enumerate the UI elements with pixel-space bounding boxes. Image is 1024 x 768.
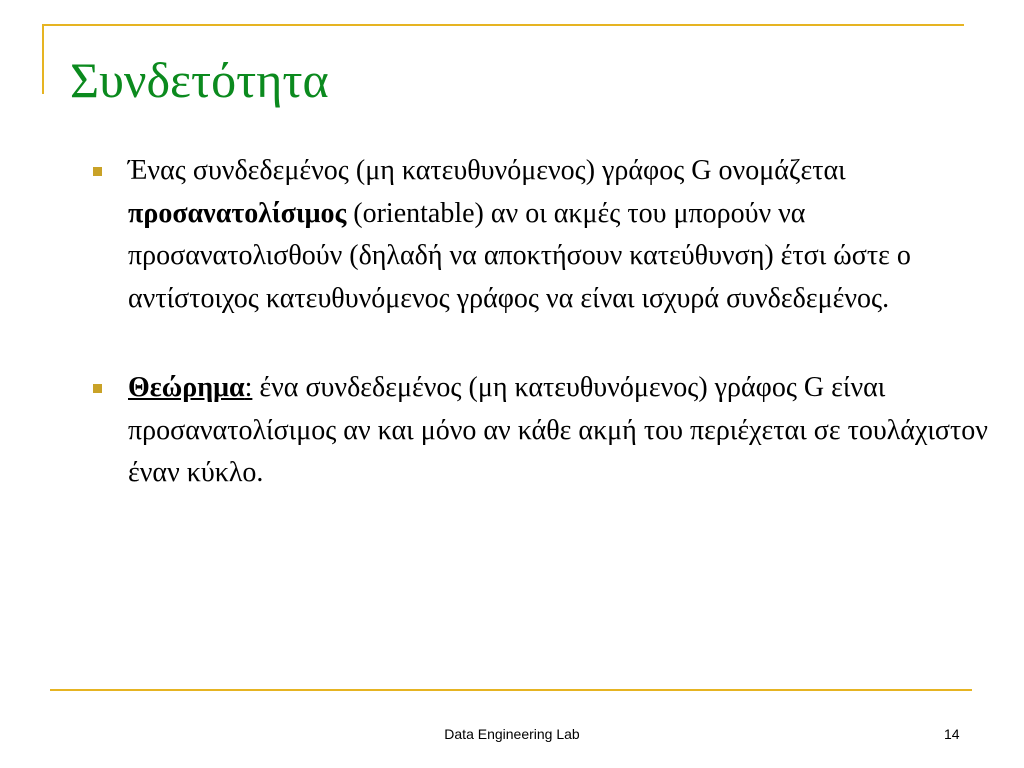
top-rule bbox=[42, 24, 964, 26]
bullet-text: Ένας συνδεδεμένος (μη κατευθυνόμενος) γράφος G ονομάζεται bbox=[128, 155, 846, 186]
left-rule bbox=[42, 24, 44, 94]
theorem-colon: : bbox=[244, 372, 253, 403]
footer-text: Data Engineering Lab bbox=[444, 726, 580, 742]
bullet-item-definition bbox=[88, 150, 998, 320]
bullet-text: (orientable) αν οι ακμές του μπορούν να προσανατολισθούν (δηλαδή να αποκτήσουν κατεύθυνση) έτσι ώστε ο αντίστοιχος κατευθυνόμενος γράφος να είναι ισχυρά συνδεδεμένος. bbox=[128, 197, 911, 314]
bullet-list bbox=[88, 150, 998, 495]
slide-title: Συνδετότητα bbox=[70, 52, 329, 108]
bold-term: προσανατολίσιμος bbox=[128, 197, 347, 229]
theorem-label: Θεώρημα bbox=[128, 372, 245, 403]
bullet-text: ένα συνδεδεμένος (μη κατευθυνόμενος) γράφος G είναι προσανατολίσιμος αν και μόνο αν κάθε ακμή του περιέχεται σε τουλάχιστον έναν κύκλο. bbox=[128, 372, 988, 488]
bullet-item-theorem bbox=[88, 367, 998, 495]
page-number: 14 bbox=[944, 726, 960, 742]
square-bullet-icon bbox=[93, 384, 102, 393]
square-bullet-icon bbox=[93, 167, 102, 176]
bottom-rule bbox=[50, 689, 972, 691]
